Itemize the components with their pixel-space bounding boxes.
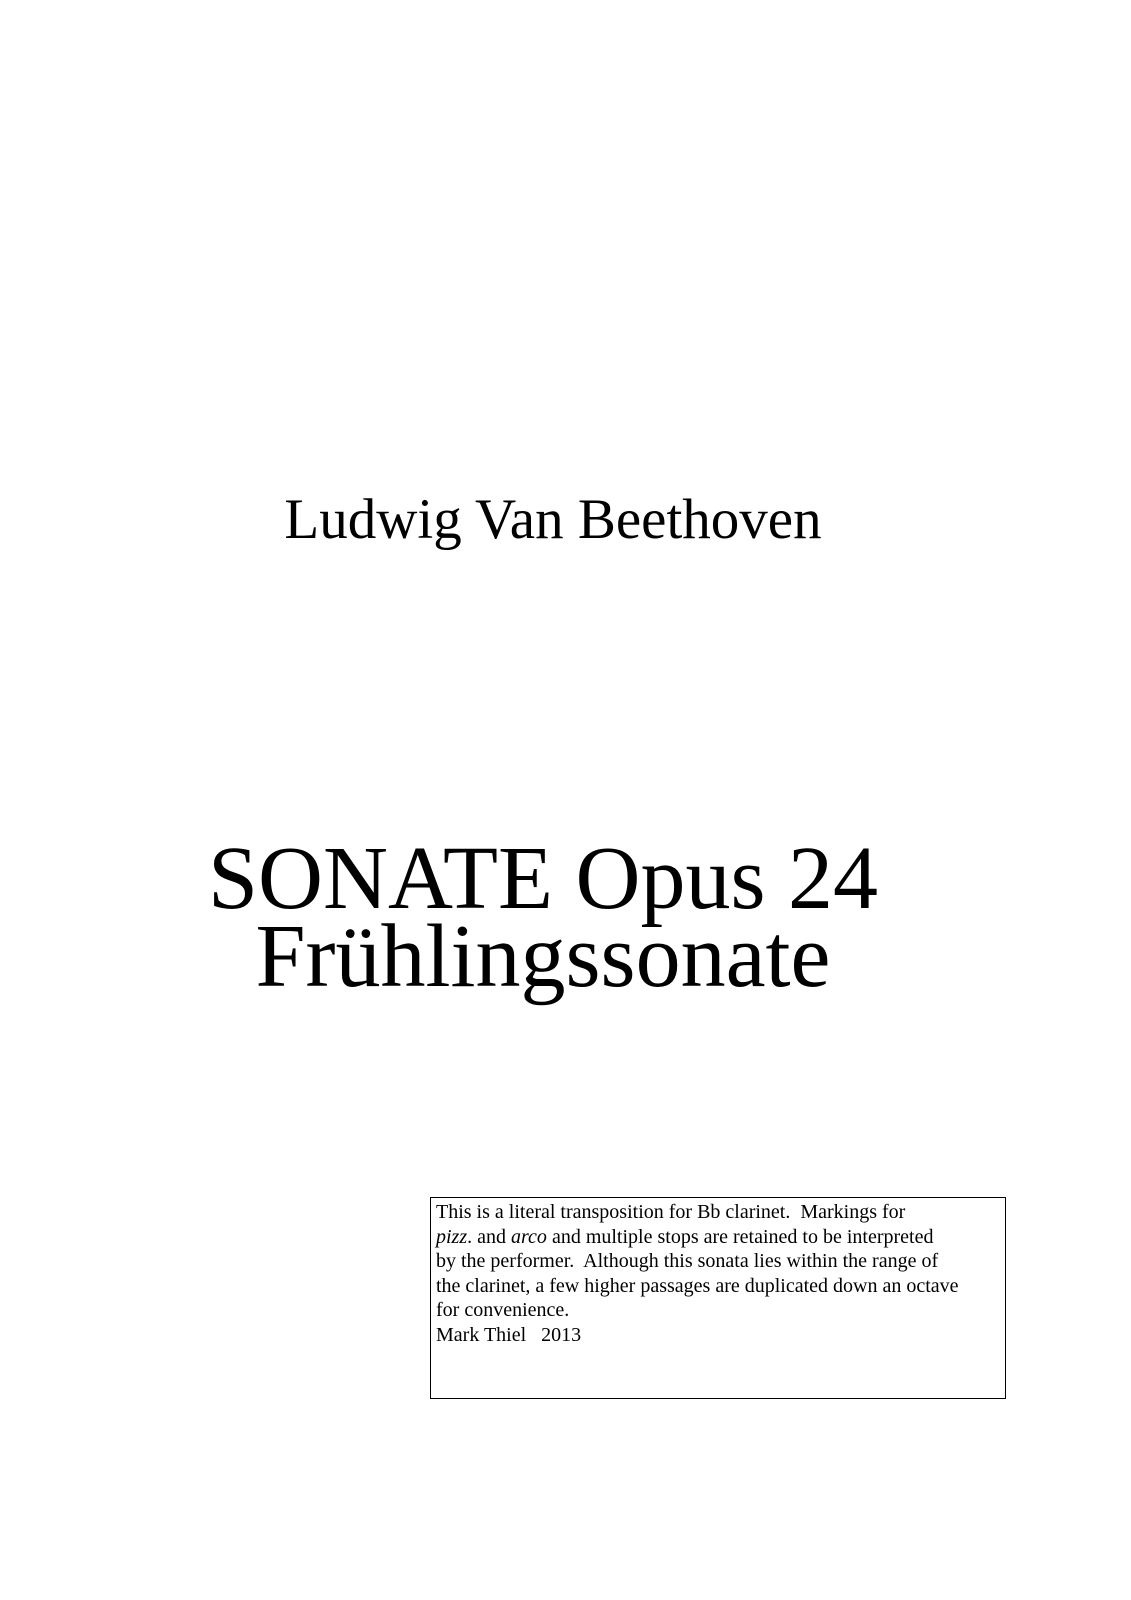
note-text: . and [467, 1225, 512, 1248]
arco-marking: arco [511, 1225, 547, 1248]
composer-name: Ludwig Van Beethoven [284, 488, 822, 551]
note-line-3: by the performer. Although this sonata lies within the range of [436, 1250, 939, 1273]
note-line-1: This is a literal transposition for Bb clarinet. Markings for [436, 1201, 906, 1223]
title-line-1: SONATE Opus 24 [207, 829, 879, 928]
work-title [0, 829, 1086, 1006]
note-text: and multiple stops are retained to be interpreted [546, 1225, 934, 1248]
note-line-2 [436, 1225, 1005, 1250]
note-signature: Mark Thiel 2013 [436, 1323, 582, 1346]
note-line-5: for convenience. [436, 1299, 570, 1322]
transcription-note-box [430, 1197, 1006, 1399]
title-line-2: Frühlingssonate [255, 907, 831, 1006]
pizz-marking: pizz [436, 1225, 468, 1248]
note-line-4: the clarinet, a few higher passages are duplicated down an octave [436, 1274, 959, 1297]
